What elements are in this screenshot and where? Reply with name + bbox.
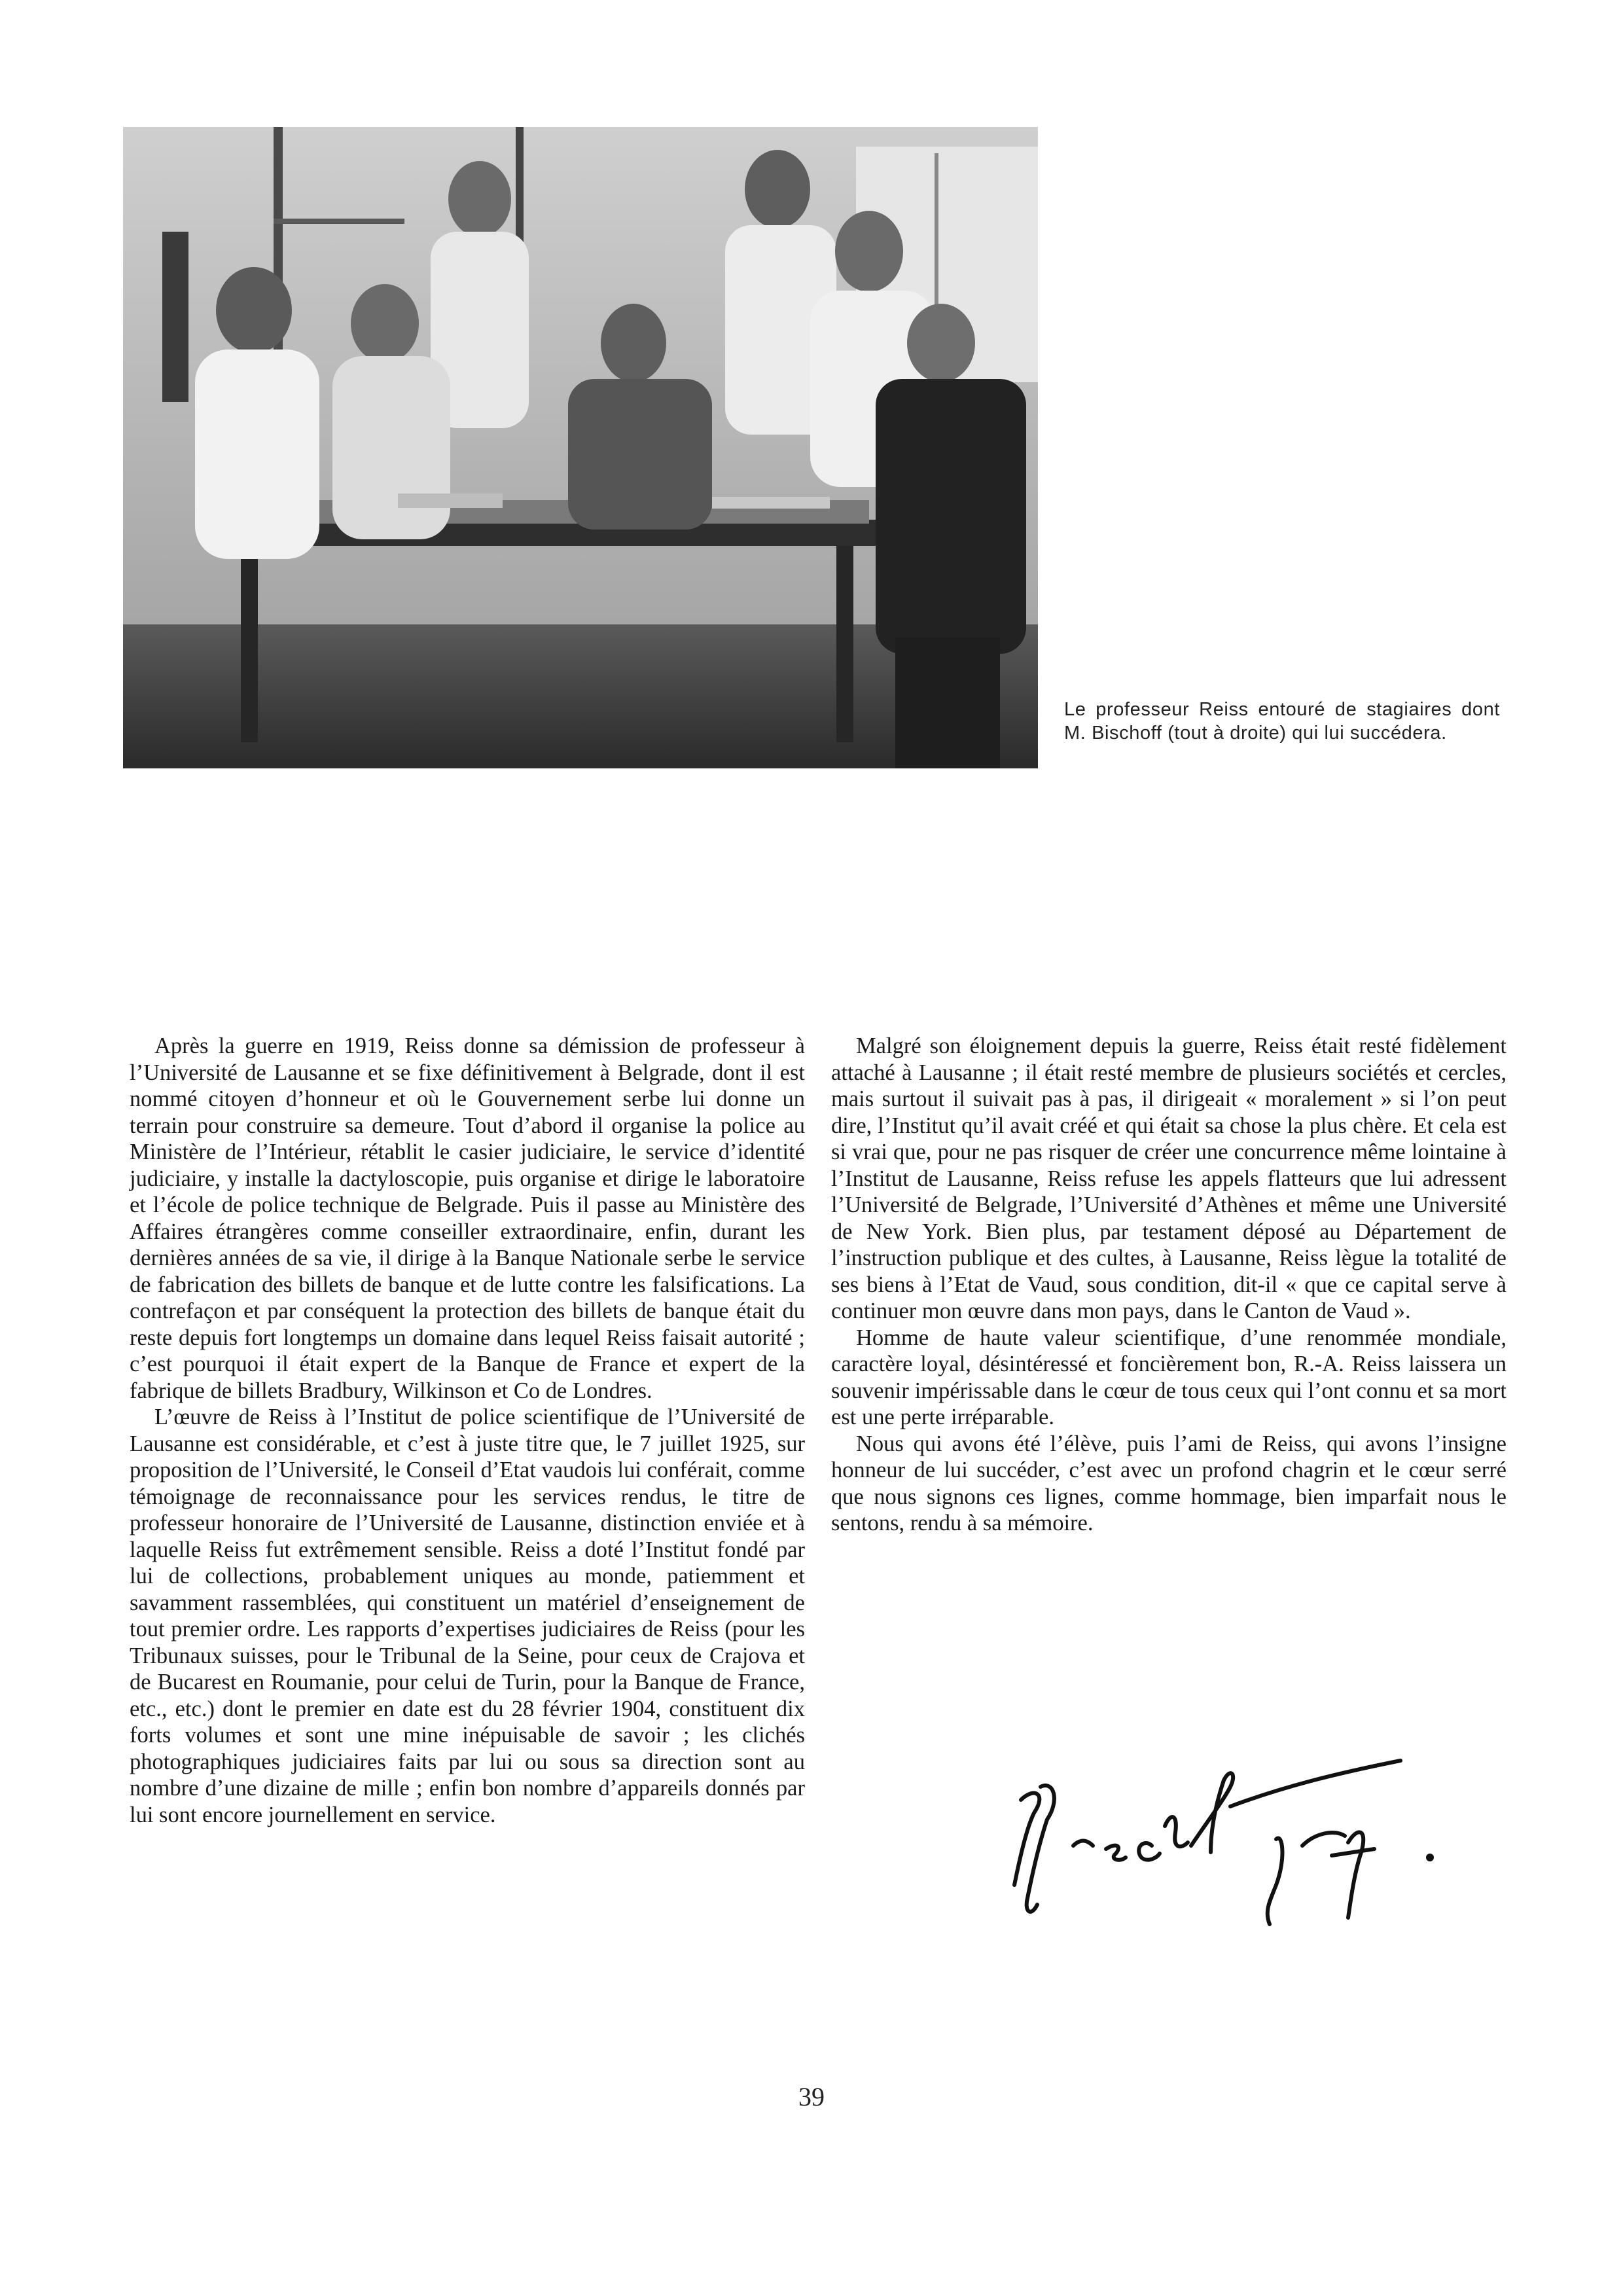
- right-paragraph-3: Nous qui avons été l’élève, puis l’ami de Reiss, qui avons l’insigne honneur de lui succéder, c’est avec un profond chagrin et le cœur serré que nous signons ces lignes, comme hommage, bien imparfait nous le sentons, rendu à sa mémoire.: [831, 1431, 1507, 1535]
- photo-caption: Le professeur Reiss entouré de stagiaires dont M. Bischoff (tout à droite) qui lui succédera.: [1064, 699, 1500, 744]
- right-paragraph-1: Malgré son éloignement depuis la guerre, Reiss était resté fidèlement attaché à Lausanne ; il était resté membre de plusieurs sociétés et cercles, mais surtout il suivait pas à pas, il dirigeait « moralement » si l’on peut dire, l’Institut qu’il avait créé et qui était sa chose la plus chère. Et cela est si vrai que, pour ne pas risquer de créer une concurrence même lointaine à l’Institut de Lausanne, Reiss refuse les appels flatteurs que lui adressent l’Université de Belgrade, l’Université d’Athènes et même une Université de New York. Bien plus, par testament déposé au Département de l’instruction publique et des cultes, à Lausanne, Reiss lègue la totalité de ses biens à l’Etat de Vaud, sous condition, dit-il « que ce capital serve à continuer mon œuvre dans mon pays, dans le Canton de Vaud ».: [831, 1033, 1507, 1323]
- left-paragraph-1: Après la guerre en 1919, Reiss donne sa démission de professeur à l’Université de Lausanne et se fixe définitivement à Belgrade, dont il est nommé citoyen d’honneur et où le Gouvernement serbe lui donne un terrain pour construire sa demeure. Tout d’abord il organise la police au Ministère de l’Intérieur, rétablit le casier judiciaire, le service d’identité judiciaire, y installe la dactyloscopie, puis organise et dirige le laboratoire et l’école de police technique de Belgrade. Puis il passe au Ministère des Affaires étrangères comme conseiller extraordinaire, enfin, durant les dernières années de sa vie, il dirige à la Banque Nationale serbe le service de fabrication des billets de banque et de lutte contre les falsifications. La contrefaçon et par conséquent la protection des billets de banque était du reste depuis fort longtemps un domaine dans lequel Reiss faisait autorité ; c’est pourquoi il était expert de la Banque de France et expert de la fabrique de billets Bradbury, Wilkinson et Co de Londres.: [130, 1033, 805, 1403]
- left-paragraph-2: L’œuvre de Reiss à l’Institut de police scientifique de l’Université de Lausanne est considérable, et c’est à juste titre que, le 7 juillet 1925, sur proposition de l’Université, le Conseil d’Etat vaudois lui conférait, comme témoignage de reconnaissance pour les services rendus, le titre de professeur honoraire de l’Université de Lausanne, distinction enviée et à laquelle Reiss fut extrêmement sensible. Reiss a doté l’Institut fondé par lui de collections, probablement uniques au monde, patiemment et savamment rassemblées, qui constituent un matériel d’enseignement de tout premier ordre. Les rapports d’expertises judiciaires de Reiss (pour les Tribunaux suisses, pour le Tribunal de la Seine, pour ceux de Crajova et de Bucarest en Roumanie, pour celui de Turin, pour la Banque de France, etc., etc.) dont le premier en date est du 28 février 1904, constituent dix forts volumes et sont une mine inépuisable de savoir ; les clichés photographiques judiciaires faits par lui ou sous sa direction sont au nombre d’une dizaine de mille ; enfin bon nombre d’appareils donnés par lui sont encore journellement en service.: [130, 1405, 805, 1827]
- handwritten-signature: [995, 1715, 1518, 1937]
- signature-drawing: [995, 1715, 1518, 1937]
- photograph-illustration: [123, 127, 1038, 768]
- right-column: [831, 1033, 1507, 1537]
- historical-photograph: [123, 127, 1038, 768]
- page-number: 39: [798, 2082, 825, 2111]
- left-column: [130, 1033, 805, 1828]
- right-paragraph-2: Homme de haute valeur scientifique, d’une renommée mondiale, caractère loyal, désintéressé et foncièrement bon, R.-A. Reiss laissera un souvenir impérissable dans le cœur de tous ceux qui l’ont connu et sa mort est une perte irréparable.: [831, 1325, 1507, 1429]
